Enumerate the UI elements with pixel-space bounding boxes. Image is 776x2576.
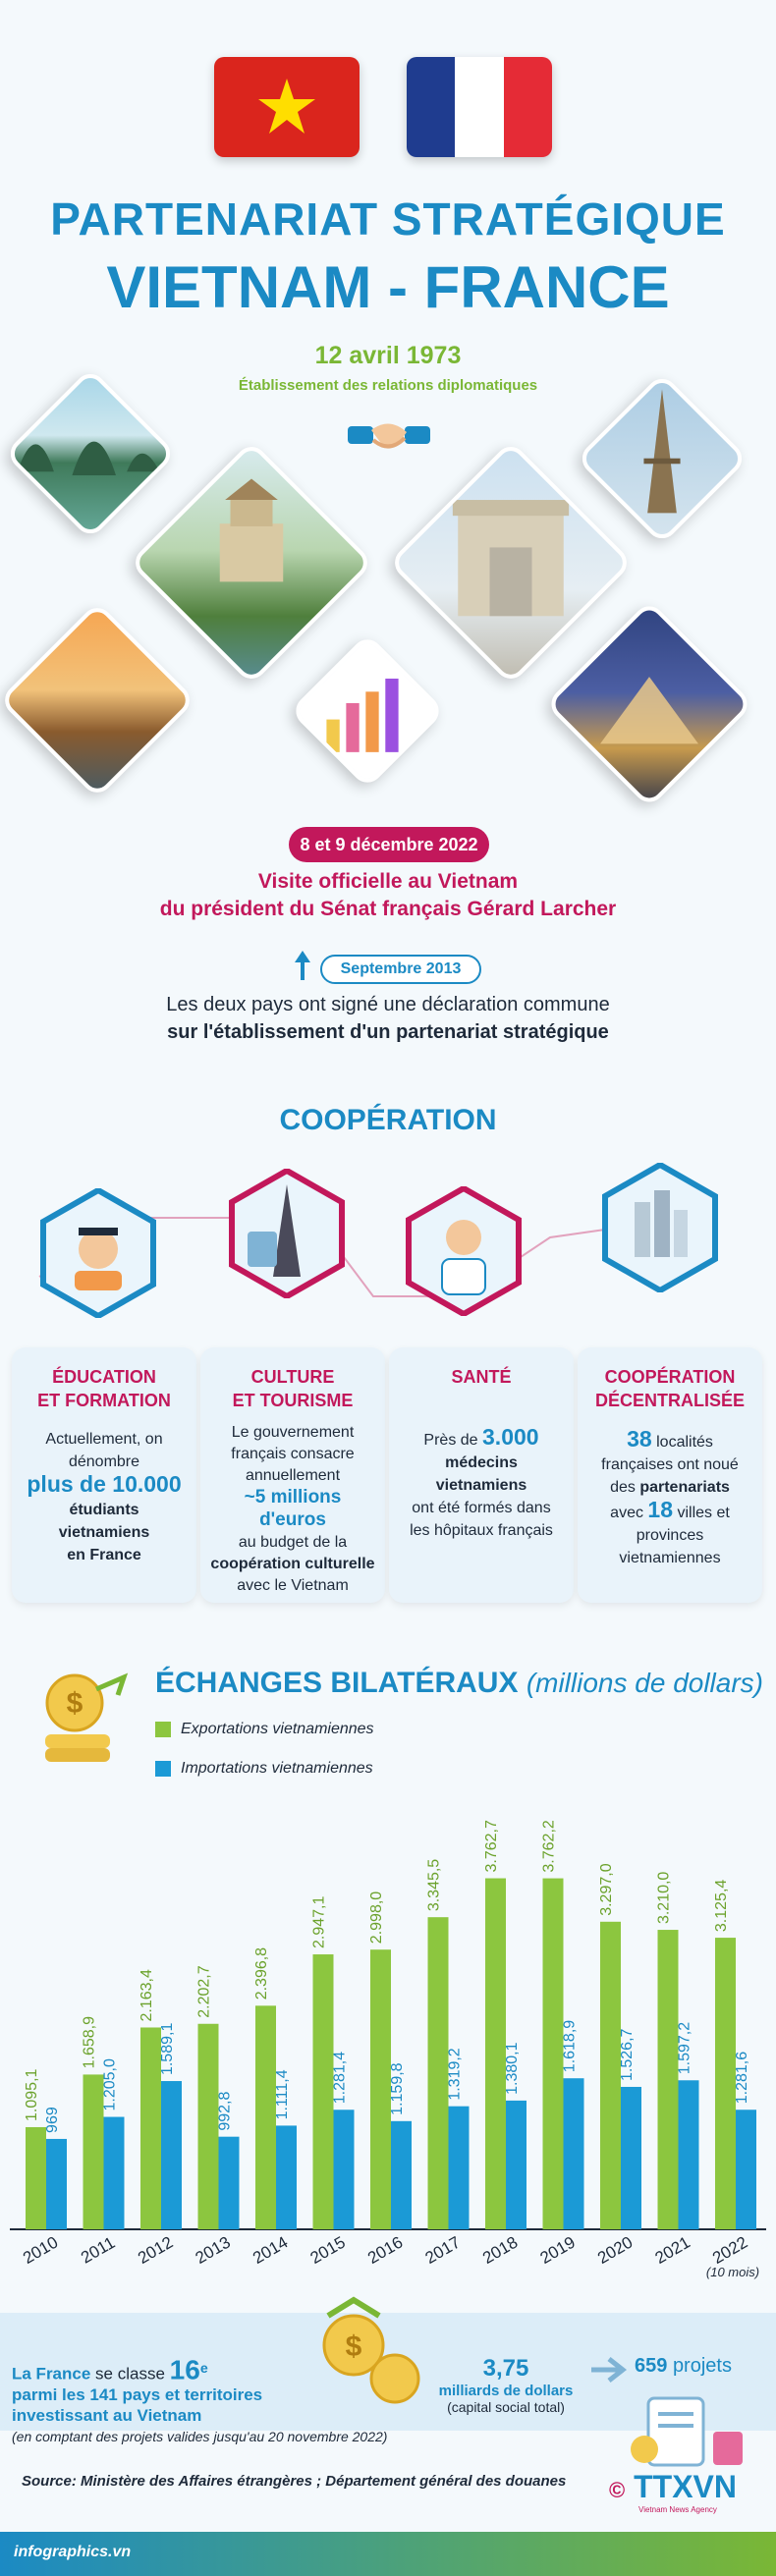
bar-import-2020 xyxy=(621,2087,641,2229)
tick-label-2013: 2013 xyxy=(192,2232,234,2268)
brand-text: TTXVN xyxy=(634,2469,737,2504)
data-label-import-2013: 992,8 xyxy=(216,2091,234,2131)
edu-t1: Actuellement, on xyxy=(45,1431,163,1448)
page-title-line2: VIETNAM - FRANCE xyxy=(106,254,670,320)
data-label-import-2021: 1.597,2 xyxy=(676,2021,693,2075)
doctor-hexagon xyxy=(405,1186,523,1316)
hea-t5: les hôpitaux français xyxy=(410,1522,553,1539)
bar-export-2022 xyxy=(715,1938,736,2229)
data-label-export-2020: 3.297,0 xyxy=(598,1863,615,1916)
data-label-import-2014: 1.111,4 xyxy=(274,2069,291,2120)
growth-chart-image xyxy=(290,633,445,789)
legend-exports-label: Exportations vietnamiennes xyxy=(181,1721,374,1737)
dec-big2: 18 xyxy=(647,1497,674,1522)
data-label-export-2017: 3.345,5 xyxy=(425,1858,443,1912)
dec-t1: localités xyxy=(656,1434,713,1451)
city-buildings-hexagon xyxy=(601,1163,719,1292)
bar-import-2013 xyxy=(219,2137,240,2229)
bar-import-2010 xyxy=(46,2139,67,2229)
dec-t2: françaises ont noué xyxy=(601,1456,739,1473)
projects-count: 659 xyxy=(635,2355,668,2377)
louvre-image xyxy=(545,600,753,808)
legend-imports xyxy=(155,1760,373,1778)
svg-text:$: $ xyxy=(66,1687,83,1720)
hea-t2: médecins xyxy=(445,1454,518,1471)
bar-import-2021 xyxy=(679,2080,699,2229)
chart-title: ÉCHANGES BILATÉRAUX xyxy=(155,1667,519,1699)
legend-exports xyxy=(155,1721,374,1738)
chart-unit: (millions de dollars) xyxy=(526,1668,763,1698)
dec-t5: provinces xyxy=(636,1527,704,1544)
cul-t5: coopération culturelle xyxy=(210,1556,375,1572)
data-label-export-2014: 2.396,8 xyxy=(253,1946,270,2001)
investment-amount-block xyxy=(422,2355,589,2415)
data-label-export-2011: 1.658,9 xyxy=(81,2016,98,2069)
bilateral-trade-chart xyxy=(0,1797,776,2308)
education-card xyxy=(12,1347,196,1603)
legend-imports-label: Importations vietnamiennes xyxy=(181,1760,373,1777)
inv-l1b: se classe xyxy=(95,2364,165,2384)
hea-t4: ont été formés dans xyxy=(412,1500,551,1516)
tick-label-2022: 2022 xyxy=(709,2232,751,2268)
arrow-up-icon xyxy=(293,949,312,982)
graduate-hexagon xyxy=(39,1188,157,1318)
vietnam-flag xyxy=(214,57,360,157)
inv-amount-unit: milliards de dollars xyxy=(438,2383,574,2399)
bar-export-2011 xyxy=(83,2074,104,2229)
partnership-date-badge xyxy=(320,955,481,984)
site-link[interactable]: infographics.vn xyxy=(14,2544,132,2560)
edu-t3: étudiants xyxy=(69,1502,139,1518)
data-label-import-2022: 1.281,6 xyxy=(734,2051,750,2105)
tick-label-2014: 2014 xyxy=(249,2232,292,2268)
dec-t6: vietnamiennes xyxy=(619,1550,721,1566)
dec-t4b: villes et xyxy=(677,1505,730,1521)
brand-logo xyxy=(609,2469,737,2514)
data-label-import-2015: 1.281,4 xyxy=(331,2051,349,2105)
france-flag xyxy=(407,57,552,157)
dec-big1: 38 xyxy=(627,1426,652,1452)
inv-l2: parmi les 141 pays et territoires xyxy=(12,2384,263,2404)
bar-import-2019 xyxy=(564,2078,584,2229)
data-label-import-2019: 1.618,9 xyxy=(561,2019,579,2073)
dec-t3: des xyxy=(610,1479,636,1496)
bar-export-2021 xyxy=(658,1930,679,2229)
coin-stack-icon xyxy=(28,1666,136,1774)
bar-export-2016 xyxy=(370,1949,391,2229)
brand-sub: Vietnam News Agency xyxy=(638,2505,717,2514)
dec-t3b: partenariats xyxy=(639,1479,730,1496)
diplomatic-date: 12 avril 1973 xyxy=(314,342,462,369)
visit-line1: Visite officielle au Vietnam xyxy=(257,870,519,893)
tick-label-2015: 2015 xyxy=(306,2232,349,2268)
edu-t5: en France xyxy=(67,1547,141,1563)
data-label-export-2019: 3.762,2 xyxy=(540,1820,558,1873)
data-label-export-2010: 1.095,1 xyxy=(24,2068,40,2121)
svg-text:$: $ xyxy=(345,2330,362,2363)
data-label-import-2011: 1.205,0 xyxy=(101,2058,119,2111)
tick-label-2017: 2017 xyxy=(421,2232,464,2268)
edu-big: plus de 10.000 xyxy=(27,1471,182,1497)
bar-import-2017 xyxy=(449,2107,470,2229)
inv-l4: (en comptant des projets valides jusqu'au 20 novembre 2022) xyxy=(12,2428,388,2444)
visit-date-badge xyxy=(289,827,489,862)
cul-t3: annuellement xyxy=(245,1467,341,1484)
tick-label-2012: 2012 xyxy=(135,2232,177,2268)
source-note: Source: Ministère des Affaires étrangères ; Département général des douanes xyxy=(22,2473,567,2490)
diplomatic-caption: Établissement des relations diplomatiques xyxy=(238,377,538,394)
tick-label-2018: 2018 xyxy=(479,2232,522,2268)
bar-export-2010 xyxy=(26,2127,46,2229)
legend-imports-swatch xyxy=(155,1761,171,1777)
education-h2: ET FORMATION xyxy=(37,1391,171,1410)
inv-rank: 16 xyxy=(169,2354,200,2385)
data-label-import-2017: 1.319,2 xyxy=(446,2048,464,2101)
culture-tourism-hexagon xyxy=(228,1169,346,1298)
inv-amount: 3,75 xyxy=(482,2355,529,2382)
cooperation-title: COOPÉRATION xyxy=(279,1104,497,1136)
data-label-export-2013: 2.202,7 xyxy=(195,1965,213,2018)
footer-bar xyxy=(0,2532,776,2576)
decentralized-card xyxy=(578,1347,762,1603)
dec-h2: DÉCENTRALISÉE xyxy=(594,1391,745,1410)
edu-t4: vietnamiens xyxy=(58,1524,150,1541)
copyright-mark: © xyxy=(609,2478,626,2502)
inv-l3: investissant au Vietnam xyxy=(12,2405,202,2425)
data-label-export-2016: 2.998,0 xyxy=(368,1891,385,1945)
data-label-import-2020: 1.526,7 xyxy=(619,2028,636,2081)
data-label-import-2012: 1.589,1 xyxy=(159,2022,176,2076)
data-label-export-2021: 3.210,0 xyxy=(655,1871,673,1925)
hea-t3: vietnamiens xyxy=(435,1477,527,1494)
arrow-right-icon xyxy=(589,2355,629,2384)
projects-label: projets xyxy=(672,2355,732,2377)
category-note: (10 mois) xyxy=(705,2265,760,2279)
hoi-an-image xyxy=(0,602,195,799)
inv-l1a: La France xyxy=(12,2364,91,2384)
visit-date-text: 8 et 9 décembre 2022 xyxy=(300,835,478,854)
turtle-tower-image xyxy=(130,441,374,685)
bar-export-2013 xyxy=(198,2024,219,2229)
bar-export-2012 xyxy=(140,2027,161,2229)
tick-label-2019: 2019 xyxy=(536,2232,579,2268)
inv-amount-caption: (capital social total) xyxy=(447,2399,565,2415)
cul-t2: français consacre xyxy=(231,1446,355,1462)
bar-export-2018 xyxy=(485,1879,506,2229)
tick-label-2016: 2016 xyxy=(364,2232,407,2268)
data-label-import-2016: 1.159,8 xyxy=(389,2062,406,2115)
projects-block xyxy=(635,2355,732,2378)
culture-card xyxy=(200,1347,385,1603)
cul-t6: avec le Vietnam xyxy=(237,1577,349,1594)
tick-label-2011: 2011 xyxy=(78,2232,119,2268)
bar-import-2012 xyxy=(161,2081,182,2229)
bar-import-2015 xyxy=(334,2110,355,2229)
data-label-export-2015: 2.947,1 xyxy=(310,1895,328,1949)
data-label-import-2018: 1.380,1 xyxy=(504,2042,521,2095)
tick-label-2021: 2021 xyxy=(651,2232,693,2268)
visit-line2: du président du Sénat français Gérard Larcher xyxy=(159,898,617,920)
bar-import-2018 xyxy=(506,2101,527,2229)
bar-import-2022 xyxy=(736,2110,756,2229)
tick-label-2020: 2020 xyxy=(594,2232,637,2268)
coins-icon xyxy=(314,2296,422,2414)
hea-big: 3.000 xyxy=(482,1424,539,1450)
cul-t4: au budget de la xyxy=(238,1534,348,1551)
partnership-line1: Les deux pays ont signé une déclaration commune xyxy=(166,994,610,1015)
data-label-export-2012: 2.163,4 xyxy=(139,1969,155,2022)
bar-export-2017 xyxy=(428,1917,449,2229)
health-h1: SANTÉ xyxy=(451,1367,512,1387)
data-label-import-2010: 969 xyxy=(44,2107,61,2133)
bar-import-2014 xyxy=(276,2125,297,2229)
bar-export-2014 xyxy=(255,2005,276,2229)
culture-h1: CULTURE xyxy=(250,1367,335,1387)
chart-title-block xyxy=(155,1667,763,1700)
culture-h2: ET TOURISME xyxy=(232,1391,354,1410)
bar-import-2016 xyxy=(391,2121,412,2229)
cul-t1: Le gouvernement xyxy=(231,1424,355,1441)
documents-icon xyxy=(625,2392,752,2469)
edu-t2: dénombre xyxy=(68,1453,140,1470)
bar-export-2020 xyxy=(600,1922,621,2229)
handshake-icon xyxy=(344,411,434,466)
dec-h1: COOPÉRATION xyxy=(604,1367,736,1387)
page-title-line1: PARTENARIAT STRATÉGIQUE xyxy=(50,193,726,245)
health-card xyxy=(389,1347,574,1603)
partnership-date-text: Septembre 2013 xyxy=(340,960,462,977)
dec-t4: avec xyxy=(610,1505,643,1521)
cul-big: ~5 millions d'euros xyxy=(244,1487,342,1530)
legend-exports-swatch xyxy=(155,1722,171,1737)
partnership-line2: sur l'établissement d'un partenariat stratégique xyxy=(167,1021,609,1043)
bar-import-2011 xyxy=(104,2117,125,2229)
tick-label-2010: 2010 xyxy=(20,2232,62,2268)
bar-export-2015 xyxy=(313,1954,334,2229)
data-label-export-2022: 3.125,4 xyxy=(713,1879,730,1933)
data-label-export-2018: 3.762,7 xyxy=(483,1820,500,1873)
bar-export-2019 xyxy=(543,1879,564,2229)
inv-rank-sup: e xyxy=(199,2361,208,2377)
hea-t1: Près de xyxy=(423,1432,478,1449)
education-h1: ÉDUCATION xyxy=(52,1367,156,1387)
eiffel-tower-image xyxy=(576,372,748,544)
